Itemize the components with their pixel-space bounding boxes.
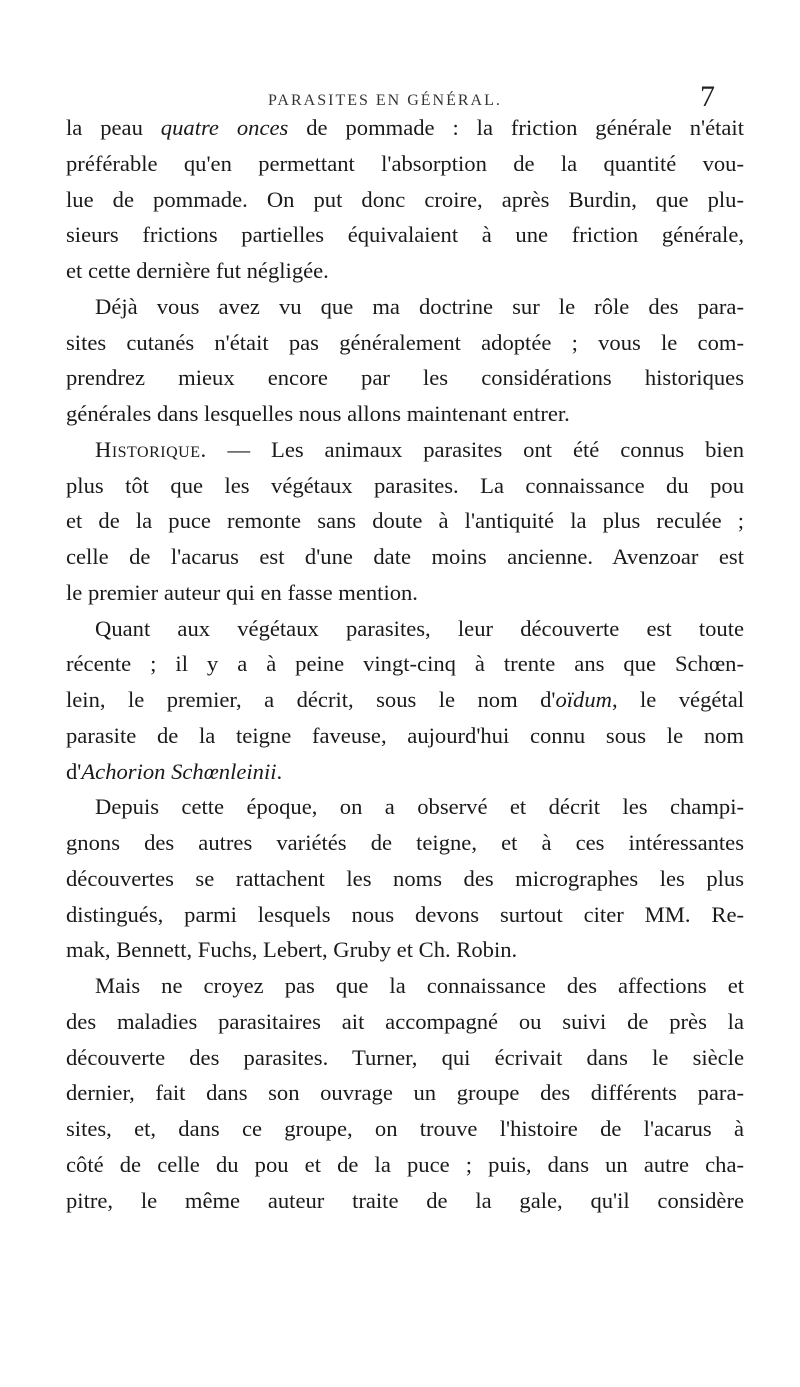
italic-phrase: quatre onces (160, 115, 289, 140)
text-line: récente ; il y a à peine vingt-cinq à trente ans que Schœn- (66, 651, 744, 677)
text-line: d'Achorion Schœnleinii. (66, 758, 283, 784)
text-line: côté de celle du pou et de la puce ; puis, dans un autre cha- (66, 1151, 744, 1177)
text-line: sieurs frictions partielles équivalaient à une friction générale, (66, 222, 744, 248)
text-line: découverte des parasites. Turner, qui écrivait dans le siècle (66, 1044, 744, 1070)
text-line: celle de l'acarus est d'une date moins ancienne. Avenzoar est (66, 544, 744, 569)
text-line: Mais ne croyez pas que la connaissance des affections et (95, 973, 744, 998)
text-line: pitre, le même auteur traite de la gale, qu'il considère (66, 1187, 744, 1213)
text-line: la peau quatre onces de pommade : la friction générale n'était (66, 115, 744, 140)
text-line: sites cutanés n'était pas généralement adoptée ; vous le com- (66, 329, 744, 355)
italic-phrase: oïdum (555, 687, 612, 712)
text-line: sites, et, dans ce groupe, on trouve l'histoire de l'acarus à (66, 1116, 744, 1141)
text-line: lue de pommade. On put donc croire, après Burdin, que plu- (66, 186, 744, 212)
text-line: et cette dernière fut négligée. (66, 258, 329, 283)
text-line: préférable qu'en permettant l'absorption de la quantité vou- (66, 150, 744, 176)
italic-phrase: Achorion Schœnleinii (81, 758, 277, 784)
page-number: 7 (700, 80, 715, 113)
text-line: Historique. — Les animaux parasites ont été connus bien (95, 436, 744, 462)
text-line: générales dans lesquelles nous allons maintenant entrer. (66, 401, 570, 426)
text-line: parasite de la teigne faveuse, aujourd'hui connu sous le nom (66, 722, 744, 748)
text-line: et de la puce remonte sans doute à l'antiquité la plus reculée ; (66, 508, 744, 534)
text-line: des maladies parasitaires ait accompagné ou suivi de près la (66, 1008, 744, 1034)
text-line: lein, le premier, a décrit, sous le nom d'oïdum, le végétal (66, 687, 744, 712)
text-line: distingués, parmi lesquels nous devons surtout citer MM. Re- (66, 901, 744, 927)
text-line: Depuis cette époque, on a observé et décrit les champi- (95, 794, 744, 820)
running-head: PARASITES EN GÉNÉRAL. (268, 92, 502, 109)
text-line: Quant aux végétaux parasites, leur découverte est toute (95, 615, 744, 641)
text-line: mak, Bennett, Fuchs, Lebert, Gruby et Ch. Robin. (66, 937, 518, 963)
text-line: plus tôt que les végétaux parasites. La connaissance du pou (66, 472, 744, 498)
text-line: découvertes se rattachent les noms des micrographes les plus (66, 865, 744, 891)
section-heading: Historique. (95, 436, 207, 462)
text-line: Déjà vous avez vu que ma doctrine sur le rôle des para- (95, 293, 744, 319)
body-text (66, 110, 744, 1218)
text-line: dernier, fait dans son ouvrage un groupe des différents para- (66, 1080, 744, 1106)
text-line: le premier auteur qui en fasse mention. (66, 579, 418, 605)
text-line: gnons des autres variétés de teigne, et à ces intéressantes (66, 830, 744, 855)
text-line: prendrez mieux encore par les considérations historiques (66, 365, 744, 391)
